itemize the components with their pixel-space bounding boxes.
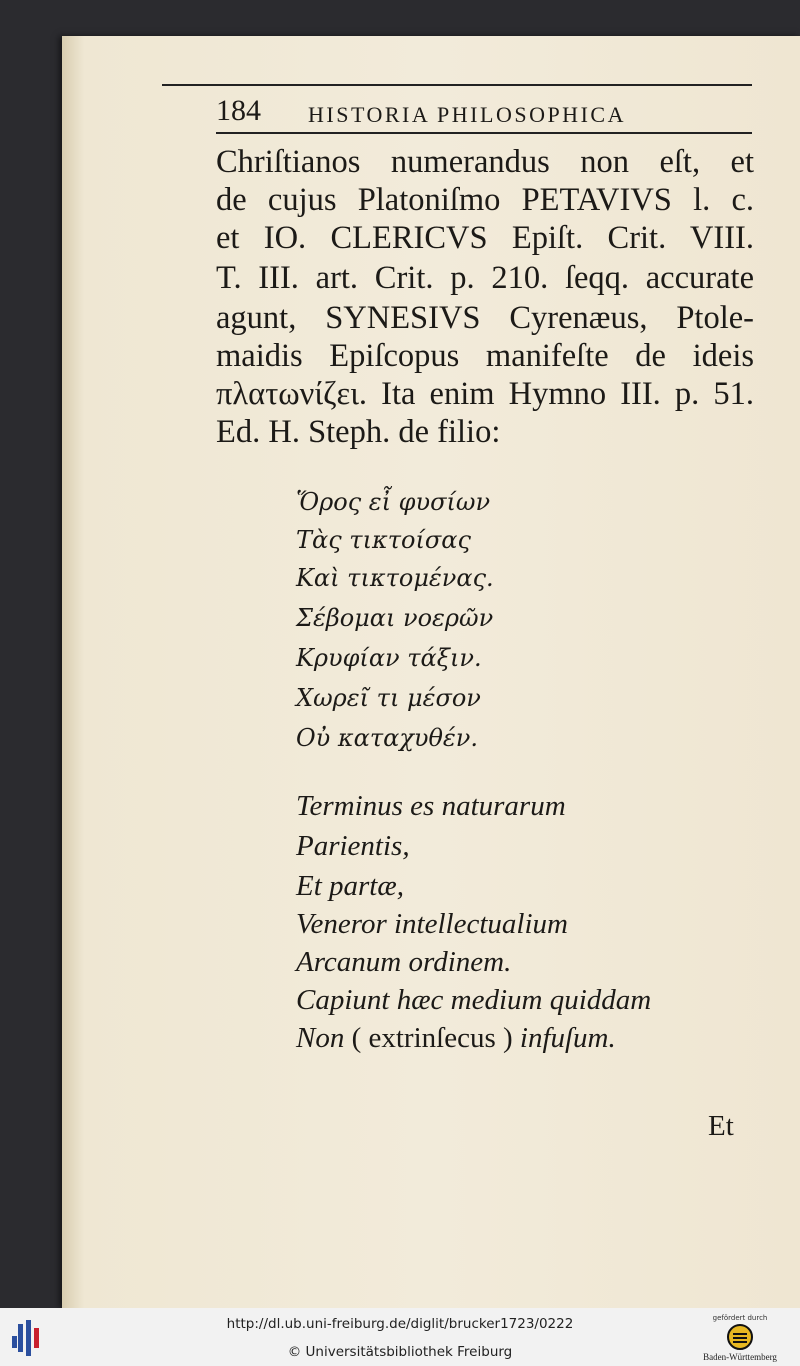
verse-word: infuſum.	[519, 1022, 616, 1054]
body-line: Ed. H. Steph. de filio:	[216, 414, 501, 450]
catchword: Et	[708, 1110, 734, 1142]
latin-verse-line: Capiunt hæc medium quiddam	[296, 984, 652, 1016]
latin-verse-line: Terminus es naturarum	[296, 790, 566, 822]
greek-verse-line: Τὰς τικτοίσας	[296, 526, 471, 554]
greek-verse-line: Κρυφίαν τάξιν.	[296, 644, 482, 672]
body-line: T. III. art. Crit. p. 210. ſeqq. accurate	[216, 260, 754, 296]
latin-verse-line: Arcanum ordinem.	[296, 946, 512, 978]
latin-verse-last-line	[296, 1022, 616, 1055]
latin-verse-line: Et partæ,	[296, 870, 404, 902]
greek-verse-line: Ὅρος εἶ φυσίων	[296, 488, 491, 516]
verse-word: Non	[296, 1022, 345, 1054]
permalink-url[interactable]: http://dl.ub.uni-freiburg.de/diglit/brucker1723/0222	[226, 1316, 574, 1332]
running-head: HISTORIA PHILOSOPHICA	[308, 102, 626, 127]
greek-verse-line: Σέβομαι νοερῶν	[296, 604, 494, 632]
greek-verse-line: Χωρεῖ τι μέσον	[296, 684, 481, 712]
coat-of-arms-icon	[726, 1323, 754, 1351]
body-line: Chriſtianos numerandus non eſt, et	[216, 144, 754, 180]
greek-verse-line: Καὶ τικτομένας.	[296, 564, 494, 592]
greek-verse-line: Οὐ καταχυθέν.	[296, 724, 479, 752]
body-line: maidis Epiſcopus manifeſte de ideis	[216, 338, 754, 374]
body-line: agunt, SYNESIVS Cyrenæus, Ptole-	[216, 300, 754, 336]
footer-bar	[0, 1308, 800, 1366]
header-rule	[216, 132, 752, 134]
sponsor-name: Baden-Württemberg	[703, 1352, 777, 1362]
latin-verse-line: Parientis,	[296, 830, 410, 862]
top-rule	[162, 84, 752, 86]
page-number: 184	[216, 94, 261, 127]
sponsor-logo	[690, 1314, 790, 1364]
sponsor-caption: gefördert durch	[712, 1314, 768, 1322]
verse-parenthetical: ( extrinſecus )	[351, 1022, 513, 1054]
body-line: et IO. CLERICVS Epiſt. Crit. VIII.	[216, 220, 754, 256]
body-line: πλατωνίζει. Ita enim Hymno III. p. 51.	[216, 376, 754, 412]
latin-verse-line: Veneror intellectualium	[296, 908, 568, 940]
copyright-text: © Universitätsbibliothek Freiburg	[287, 1344, 513, 1360]
body-line: de cujus Platoniſmo PETAVIVS l. c.	[216, 182, 754, 218]
